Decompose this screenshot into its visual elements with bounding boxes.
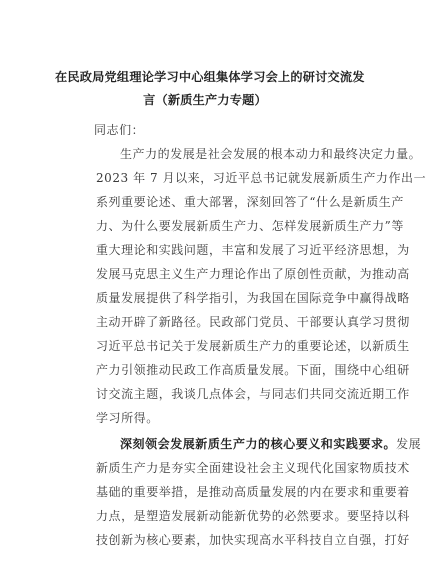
paragraph-1-line: 发展马克思主义生产力理论作出了原创性贡献，为推动高 [96, 267, 410, 281]
paragraph-1-line: 主动开辟了新路径。民政部门党员、干部要认真学习贯彻 [96, 315, 410, 329]
paragraph-2-line: 新质生产力是夯实全面建设社会主义现代化国家物质技术 [96, 461, 410, 475]
paragraph-1-line: 质量发展提供了科学指引，为我国在国际竞争中赢得战略 [96, 291, 410, 305]
document-title-line-1: 在民政局党组理论学习中心组集体学习会上的研讨交流发 [55, 70, 365, 84]
section-heading: 深刻领会发展新质生产力的核心要义和实践要求。 [120, 437, 397, 451]
paragraph-2-first-line [120, 436, 421, 452]
paragraph-1-line: 讨交流主题，我谈几点体会，与同志们共同交流近期工作 [96, 387, 410, 401]
paragraph-1-line: 力、为什么要发展新质生产力、怎样发展新质生产力”等 [96, 219, 404, 233]
salutation: 同志们： [94, 123, 145, 137]
paragraph-2-line: 技创新为核心要素，加快实现高水平科技自立自强，打好 [96, 533, 410, 547]
paragraph-1-line: 习近平总书记关于发展新质生产力的重要论述，以新质生 [96, 339, 410, 353]
paragraph-2-text: 发展 [396, 437, 422, 451]
paragraph-2-line: 基础的重要举措，是推动高质量发展的内在要求和重要着 [96, 485, 410, 499]
paragraph-1-line: 产力引领推动民政工作高质量发展。下面，围绕中心组研 [96, 363, 410, 377]
paragraph-1-line: 生产力的发展是社会发展的根本动力和最终决定力量。 [120, 147, 422, 161]
document-title-line-2: 言（新质生产力专题） [143, 93, 267, 107]
paragraph-1-line: 学习所得。 [96, 411, 159, 425]
paragraph-1-line: 2023 年 7 月以来，习近平总书记就发展新质生产力作出一 [96, 171, 426, 185]
paragraph-1-line: 系列重要论述、重大部署，深刻回答了“什么是新质生产 [96, 195, 404, 209]
paragraph-2-line: 力点，是塑造发展新动能新优势的必然要求。要坚持以科 [96, 509, 410, 523]
paragraph-1-line: 重大理论和实践问题，丰富和发展了习近平经济思想，为 [96, 243, 410, 257]
